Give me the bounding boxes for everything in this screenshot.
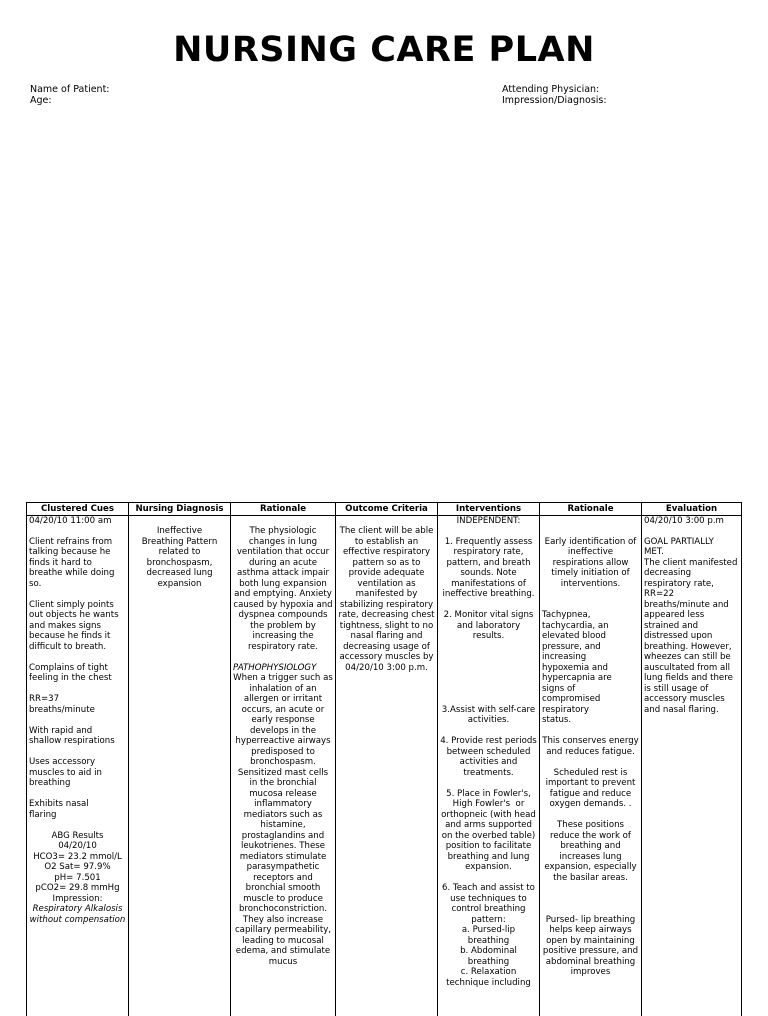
rationale-cell (231, 515, 336, 1016)
intervention-subitem: a. Pursed-lip breathing (461, 925, 518, 946)
cues-cell (27, 515, 129, 1016)
evaluation-cell (642, 515, 742, 1016)
attending-physician-label: Attending Physician: (502, 84, 600, 95)
rationale-item: Early identification of ineffective respirations allow timely initiation of interventions. (544, 536, 640, 589)
evaluation-datetime: 04/20/10 3:00 p.m (644, 515, 724, 526)
header-rationale: Rationale (231, 503, 336, 516)
intervention-item: 1. Frequently assess respiratory rate, pattern, and breath sounds. Note manifestations of ineffective breathing. (442, 536, 536, 599)
impression-label: Impression: (52, 893, 103, 904)
intervention-item: 4. Provide rest periods between scheduled activities and treatments. (440, 736, 540, 778)
rationale-item: Scheduled rest is important to prevent fatigue and reduce oxygen demands. . (545, 767, 639, 809)
pathophysiology-text: When a trigger such as inhalation of an allergen or irritant occurs, an acute or early response develops in the hyperreactive airways predisposed to bronchospasm. Sensitized mast cells in the bronchial mucosa release inflammatory mediators such as histamine, prostaglandins and leukotrienes. These mediators stimulate parasympathetic receptors and bronchial smooth muscle to produce bronchoconstriction. They also increase capillary permeability, leading to mucosal edema, and stimulate mucus (233, 673, 336, 967)
impression-diagnosis-label: Impression/Diagnosis: (502, 95, 607, 106)
rationale-item: This conserves energy and reduces fatigue. (542, 736, 642, 757)
table-header-row (27, 503, 742, 516)
abg-title: ABG Results (51, 830, 104, 841)
intervention-subitem: b. Abdominal breathing (460, 946, 520, 967)
intervention-item: 3.Assist with self-care activities. (441, 704, 538, 725)
header-nursing-diagnosis: Nursing Diagnosis (129, 503, 231, 516)
cue-item: With rapid and shallow respirations (29, 725, 115, 746)
intervention-item: 5. Place in Fowler's, High Fowler's or orthopneic (with head and arms supported on the overbed table) position to facilitate breathing and lung expansion. (441, 788, 539, 872)
evaluation-text: The client manifested decreasing respiratory rate, RR=22 breaths/minute and appeared less strained and distressed upon breathing. However, wheezes can still be auscultated from all lung fields and there is still usage of accessory muscles and nasal flaring. (644, 557, 741, 715)
outcome-criteria-text: The client will be able to establish an effective respiratory pattern so as to provide adequate ventilation as manifested by stabilizing respiratory rate, decreasing chest tightness, slight to no nasal flaring and decreasing usage of accessory muscles by 04/20/10 3:00 p.m. (338, 526, 438, 673)
care-plan-table (26, 502, 742, 1016)
cue-item: Client simply points out objects he wants and makes signs because he finds it difficult to breath. (29, 599, 122, 652)
header-evaluation: Evaluation (642, 503, 742, 516)
outcome-cell (336, 515, 438, 1016)
abg-date: 04/20/10 (58, 841, 97, 851)
nursing-diagnosis-text: Ineffective Breathing Pattern related to bronchospasm, decreased lung expansion (141, 526, 221, 589)
header-outcome-criteria: Outcome Criteria (336, 503, 438, 516)
rationale-2-cell (540, 515, 642, 1016)
patient-info-left (30, 84, 110, 106)
cue-item: Client refrains from talking because he finds it hard to breathe while doing so. (29, 536, 118, 589)
cues-datetime: 04/20/10 11:00 am (29, 515, 112, 526)
table-row (27, 515, 742, 1016)
intervention-subitem: c. Relaxation technique including (446, 967, 531, 988)
age-label: Age: (30, 95, 52, 106)
rationale-item: Tachypnea, tachycardia, an elevated blood pressure, and increasing hypoxemia and hypercapnia are signs of compromised respiratory status. (542, 610, 615, 725)
interventions-cell (438, 515, 540, 1016)
intervention-item: 6. Teach and assist to use techniques to control breathing pattern: (442, 883, 538, 925)
name-of-patient-label: Name of Patient: (30, 84, 110, 95)
cue-item: Uses accessory muscles to aid in breathing (29, 757, 105, 788)
abg-pco2: pCO2= 29.8 mmHg (35, 883, 120, 893)
cue-item: RR=37 breaths/minute (29, 694, 95, 715)
evaluation-goal: GOAL PARTIALLY MET. (644, 536, 717, 557)
diagnosis-cell (129, 515, 231, 1016)
abg-o2-sat: O2 Sat= 97.9% (44, 862, 111, 872)
intervention-item: 2. Monitor vital signs and laboratory results. (443, 610, 537, 641)
impression-value: Respiratory Alkalosis without compensation (29, 904, 126, 925)
patient-info-right (502, 84, 607, 106)
rationale-paragraph: The physiologic changes in lung ventilation that occur during an acute asthma attack impair both lung expansion and emptying. Anxiety caused by hypoxia and dyspnea compounds the problem by increasing the respiratory rate. (233, 526, 336, 652)
page-title: NURSING CARE PLAN (173, 30, 595, 70)
cue-item: Complains of tight feeling in the chest (29, 662, 112, 683)
header-clustered-cues: Clustered Cues (27, 503, 129, 516)
abg-hco3: HCO3= 23.2 mmol/L (33, 851, 122, 862)
abg-ph: pH= 7.501 (54, 872, 101, 883)
rationale-item: Pursed- lip breathing helps keep airways open by maintaining positive pressure, and abdominal breathing improves (542, 914, 641, 977)
interventions-heading: INDEPENDENT: (456, 515, 521, 526)
cue-item: Exhibits nasal flaring (29, 799, 92, 820)
header-interventions: Interventions (438, 503, 540, 516)
header-rationale-2: Rationale (540, 503, 642, 516)
pathophysiology-label: PATHOPHYSIOLOGY (233, 662, 317, 673)
rationale-item: These positions reduce the work of breathing and increases lung expansion, especially the basilar areas. (544, 820, 640, 883)
